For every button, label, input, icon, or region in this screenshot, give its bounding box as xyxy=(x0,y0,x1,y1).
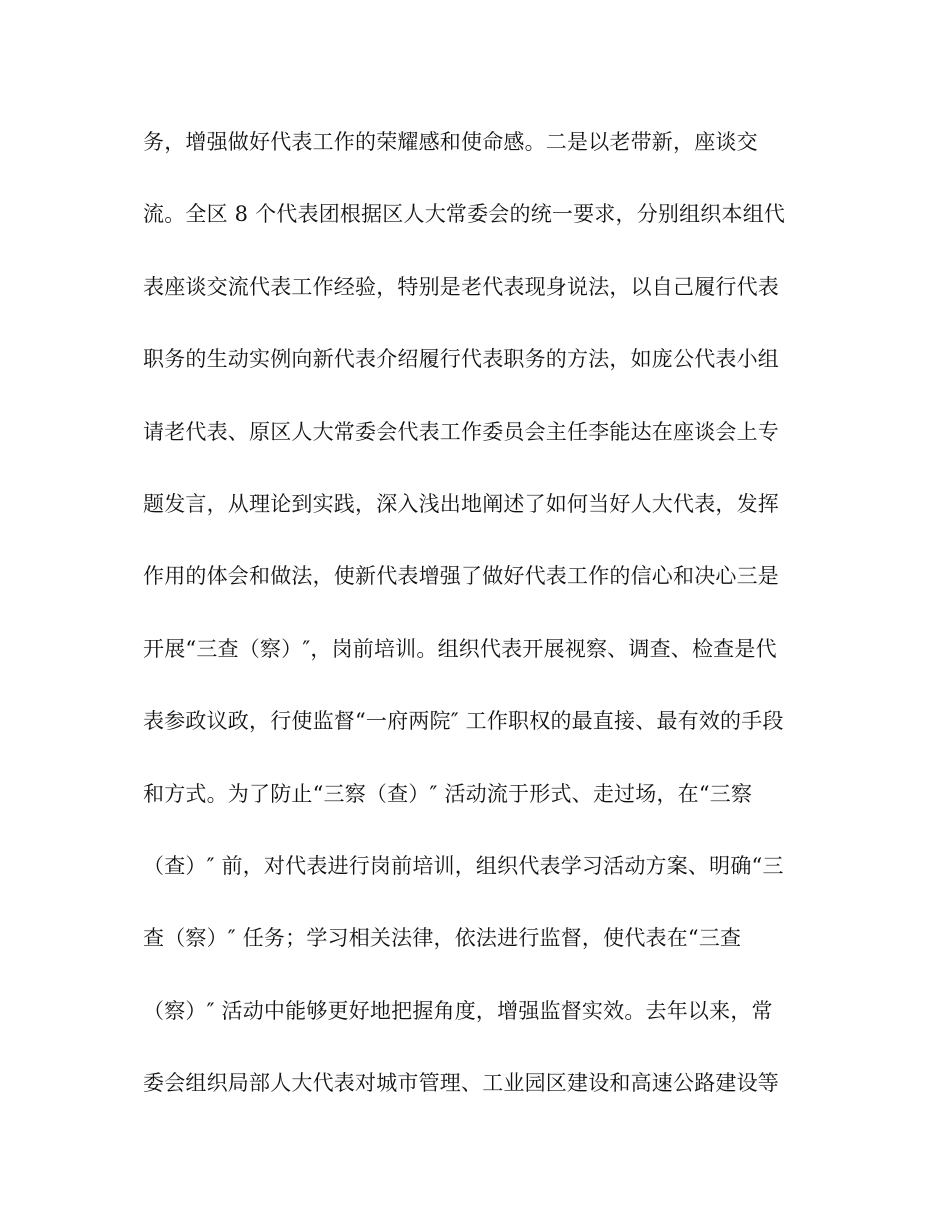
text-line: 题发言，从理论到实践，深入浅出地阐述了如何当好人大代表，发挥 xyxy=(143,491,779,516)
text-line: 作用的体会和做法，使新代表增强了做好代表工作的信心和决心三是 xyxy=(143,564,779,589)
text-line: 请老代表、原区人大常委会代表工作委员会主任李能达在座谈会上专 xyxy=(143,419,779,444)
text-line: 表座谈交流代表工作经验，特别是老代表现身说法，以自己履行代表 xyxy=(143,274,779,299)
text-line: 开展“三查（察）″，岗前培训。组织代表开展视察、调查、检查是代 xyxy=(143,636,777,661)
body-text xyxy=(143,120,813,1133)
text-line: 查（察）″ 任务；学习相关法律，依法进行监督，使代表在“三查 xyxy=(143,926,742,951)
text-line: （查）″ 前，对代表进行岗前培训，组织代表学习活动方案、明确“三 xyxy=(143,853,784,878)
text-line: 流。全区 8 个代表团根据区人大常委会的统一要求，分别组织本组代 xyxy=(143,202,786,227)
text-line: 务，增强做好代表工作的荣耀感和使命感。二是以老带新，座谈交 xyxy=(143,130,758,154)
text-line: 和方式。为了防止“三察（查）″ 活动流于形式、走过场，在“三察 xyxy=(143,781,753,806)
text-line: 职务的生动实例向新代表介绍履行代表职务的方法，如庞公代表小组 xyxy=(143,347,779,372)
text-line: （察）″ 活动中能够更好地把握角度，增强监督实效。去年以来，常 xyxy=(143,998,773,1023)
text-line: 委会组织局部人大代表对城市管理、工业园区建设和高速公路建设等 xyxy=(143,1071,779,1096)
text-line: 表参政议政，行使监督“一府两院″ 工作职权的最直接、最有效的手段 xyxy=(143,709,784,734)
